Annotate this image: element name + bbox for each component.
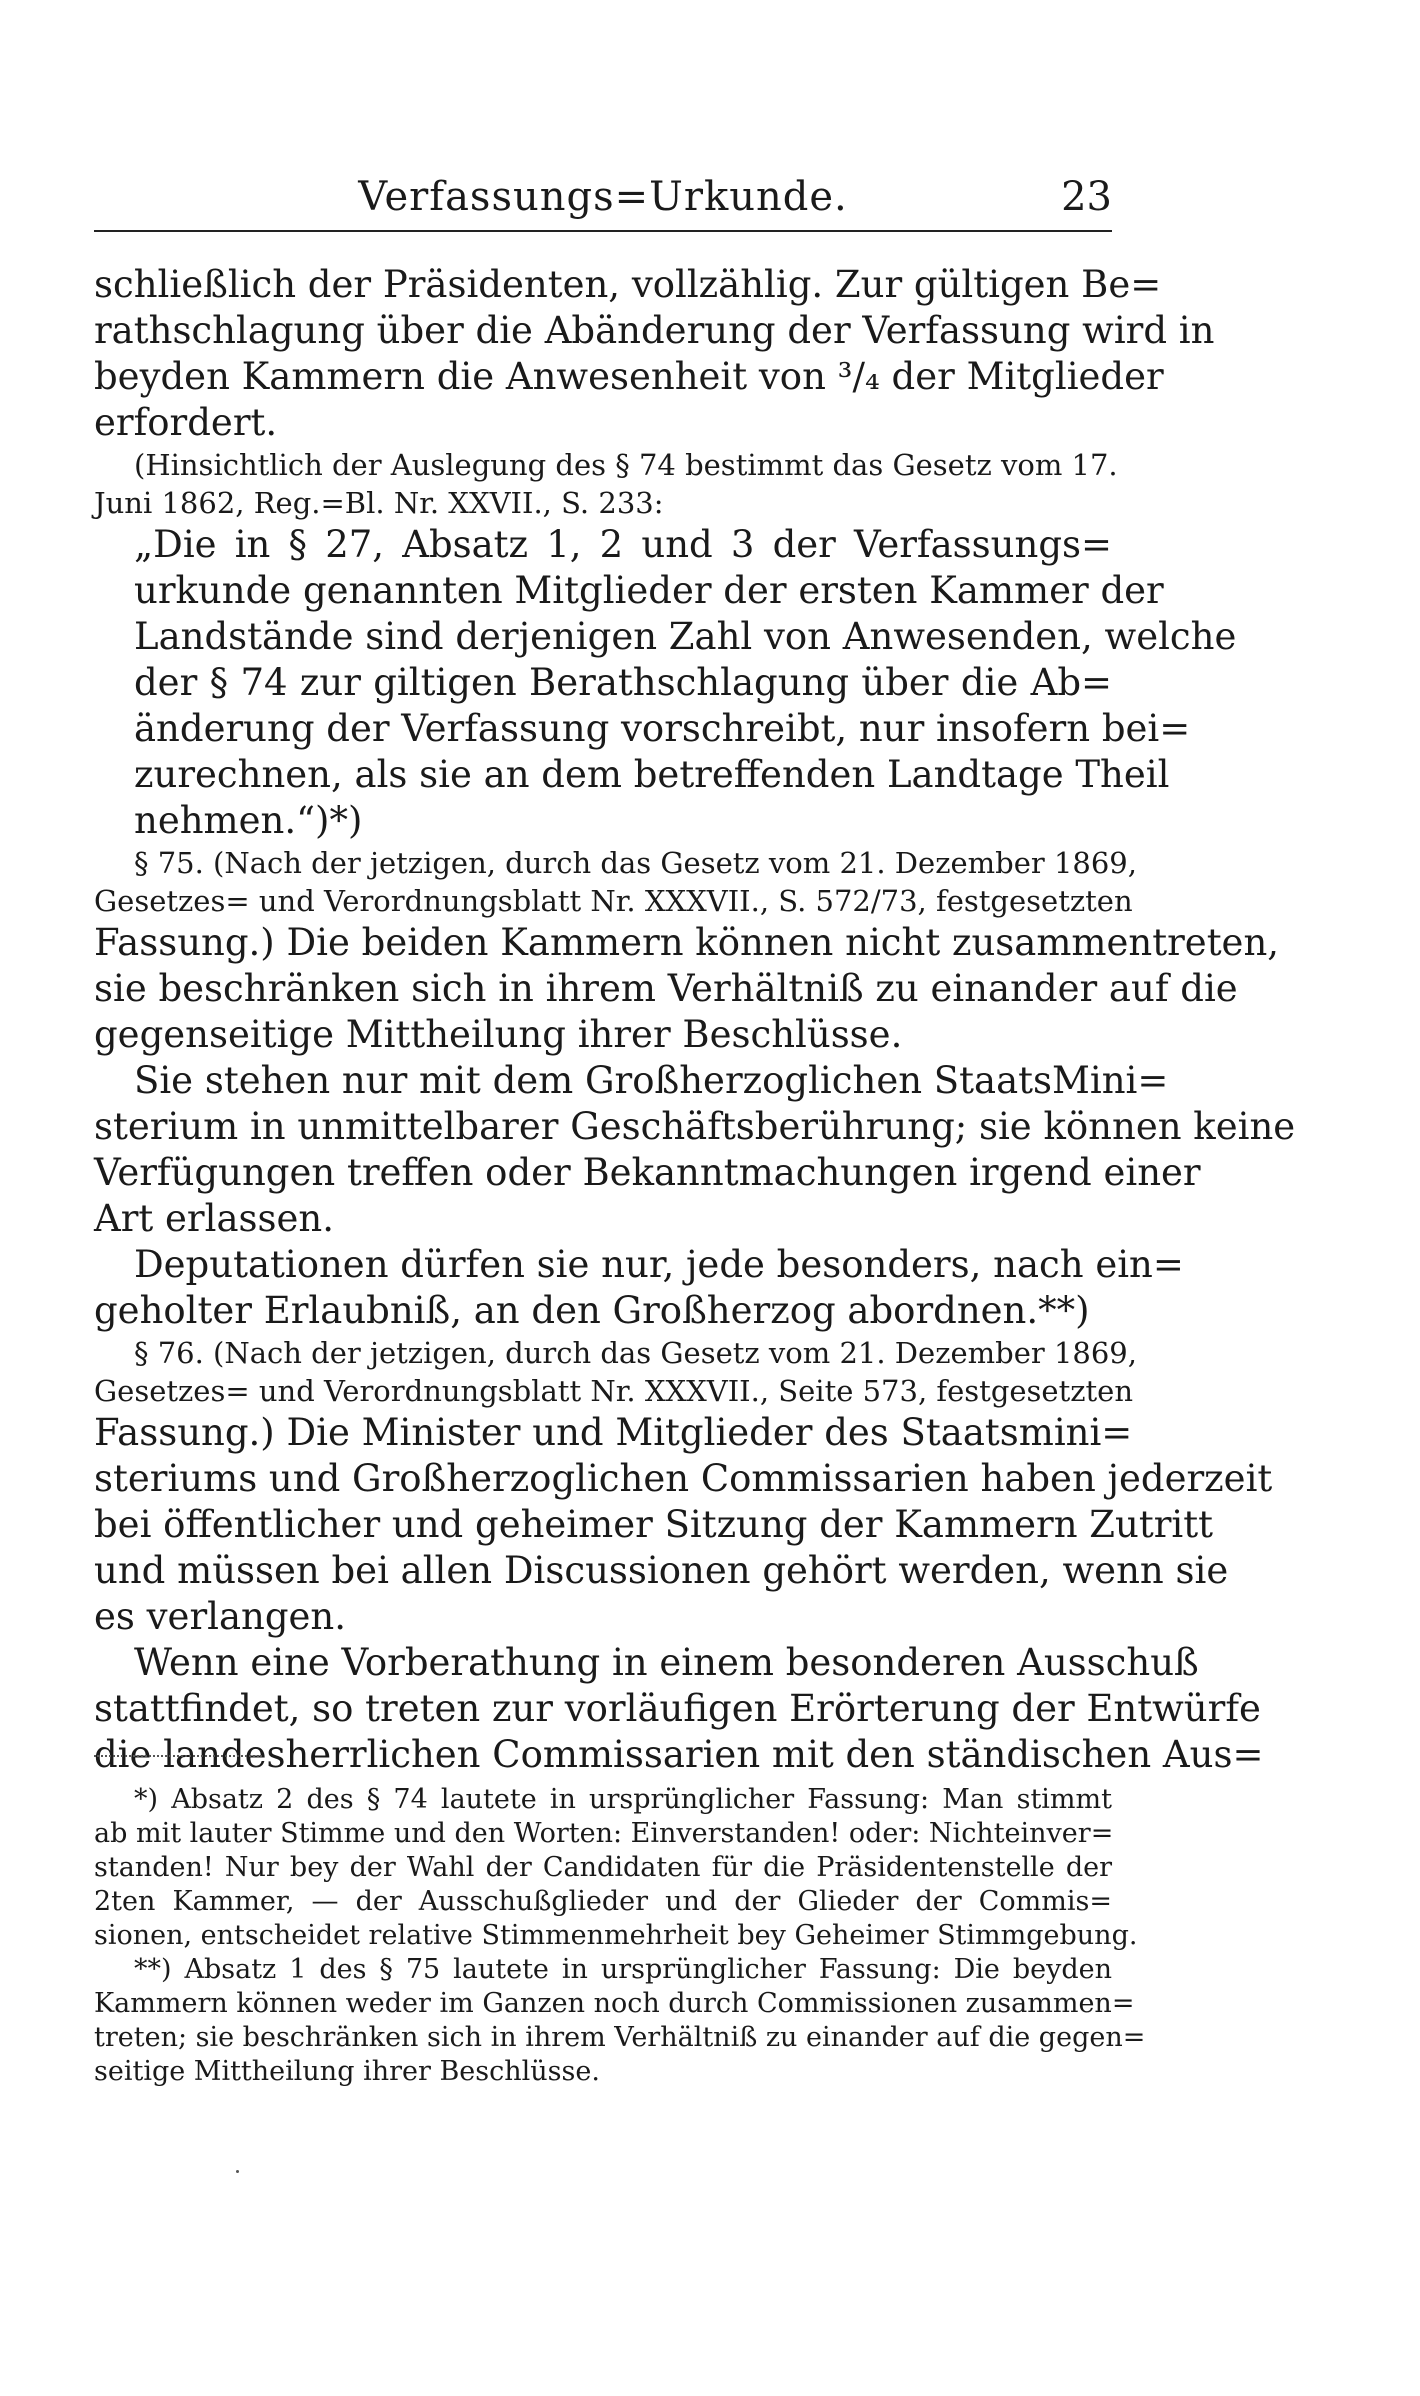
text-line: Sie stehen nur mit dem Großherzoglichen StaatsMini=: [134, 1059, 1169, 1102]
quote-line: der § 74 zur giltigen Berathschlagung über die Ab=: [134, 661, 1112, 704]
text-line: steriums und Großherzoglichen Commissarien haben jederzeit: [94, 1457, 1273, 1500]
text-line: Deputationen dürfen sie nur, jede besonders, nach ein=: [134, 1243, 1184, 1286]
text-line: schließlich der Präsidenten, vollzählig. Zur gültigen Be=: [94, 263, 1162, 306]
main-text: [94, 262, 1296, 1778]
text-line: sie beschränken sich in ihrem Verhältniß zu einander auf die: [94, 967, 1238, 1010]
footnotes: [94, 1783, 1146, 2089]
footnote-line: treten; sie beschränken sich in ihrem Verhältniß zu einander auf die gegen=: [94, 2022, 1146, 2053]
footnote-line: ab mit lauter Stimme und den Worten: Einverstanden! oder: Nichteinver=: [94, 1818, 1114, 1849]
running-title: Verfassungs=Urkunde.: [358, 174, 848, 220]
text-line: Fassung.) Die Minister und Mitglieder des Staatsmini=: [94, 1411, 1133, 1454]
text-line: Wenn eine Vorberathung in einem besonderen Ausschuß: [134, 1641, 1199, 1684]
text-line: sterium in unmittelbarer Geschäftsberührung; sie können keine: [94, 1105, 1296, 1148]
section-76-heading: Gesetzes= und Verordnungsblatt Nr. XXXVII., Seite 573, festgesetzten: [94, 1374, 1134, 1408]
footnote-line: 2ten Kammer, — der Ausschußglieder und der Glieder der Commis=: [94, 1886, 1112, 1917]
quote-line: zurechnen, als sie an dem betreffenden Landtage Theil: [134, 753, 1170, 796]
note-line: (Hinsichtlich der Auslegung des § 74 bestimmt das Gesetz vom 17.: [134, 448, 1118, 482]
text-line: und müssen bei allen Discussionen gehört werden, wenn sie: [94, 1549, 1229, 1592]
footnote-line: *) Absatz 2 des § 74 lautete in ursprünglicher Fassung: Man stimmt: [134, 1784, 1112, 1815]
quote-line: „Die in § 27, Absatz 1, 2 und 3 der Verfassungs=: [134, 523, 1112, 566]
quote-line: urkunde genannten Mitglieder der ersten Kammer der: [134, 569, 1164, 612]
quote-line: änderung der Verfassung vorschreibt, nur insofern bei=: [134, 707, 1191, 750]
section-76-heading: § 76. (Nach der jetzigen, durch das Gesetz vom 21. Dezember 1869,: [134, 1336, 1137, 1370]
text-line: stattfindet, so treten zur vorläufigen Erörterung der Entwürfe: [94, 1687, 1261, 1730]
footnote-line: **) Absatz 1 des § 75 lautete in ursprünglicher Fassung: Die beyden: [134, 1954, 1112, 1985]
quote-line: nehmen.“)*): [134, 799, 363, 842]
section-75-heading: Gesetzes= und Verordnungsblatt Nr. XXXVII., S. 572/73, festgesetzten: [94, 884, 1133, 918]
page-number: 23: [1061, 174, 1112, 220]
footnote-divider: [94, 1755, 262, 1757]
page-header: [94, 170, 1112, 232]
note-line: Juni 1862, Reg.=Bl. Nr. XXVII., S. 233:: [94, 486, 664, 520]
text-line: Verfügungen treffen oder Bekanntmachungen irgend einer: [94, 1151, 1201, 1194]
text-line: die landesherrlichen Commissarien mit den ständischen Aus=: [94, 1733, 1264, 1776]
text-line: gegenseitige Mittheilung ihrer Beschlüsse.: [94, 1013, 903, 1056]
footnote-line: sionen, entscheidet relative Stimmenmehrheit bey Geheimer Stimmgebung.: [94, 1920, 1138, 1951]
text-line: geholter Erlaubniß, an den Großherzog abordnen.**): [94, 1289, 1090, 1332]
text-line: es verlangen.: [94, 1595, 347, 1638]
text-line: Fassung.) Die beiden Kammern können nicht zusammentreten,: [94, 921, 1280, 964]
print-speck: [236, 2170, 239, 2173]
text-line: bei öffentlicher und geheimer Sitzung der Kammern Zutritt: [94, 1503, 1213, 1546]
footnote-line: seitige Mittheilung ihrer Beschlüsse.: [94, 2056, 600, 2087]
section-75-heading: § 75. (Nach der jetzigen, durch das Gesetz vom 21. Dezember 1869,: [134, 846, 1137, 880]
footnote-line: standen! Nur bey der Wahl der Candidaten für die Präsidentenstelle der: [94, 1852, 1112, 1883]
footnote-line: Kammern können weder im Ganzen noch durch Commissionen zusammen=: [94, 1988, 1135, 2019]
quote-line: Landstände sind derjenigen Zahl von Anwesenden, welche: [134, 615, 1237, 658]
text-line: beyden Kammern die Anwesenheit von ³/₄ der Mitglieder: [94, 355, 1164, 398]
text-line: rathschlagung über die Abänderung der Verfassung wird in: [94, 309, 1215, 352]
text-line: Art erlassen.: [94, 1197, 334, 1240]
text-line: erfordert.: [94, 401, 278, 444]
